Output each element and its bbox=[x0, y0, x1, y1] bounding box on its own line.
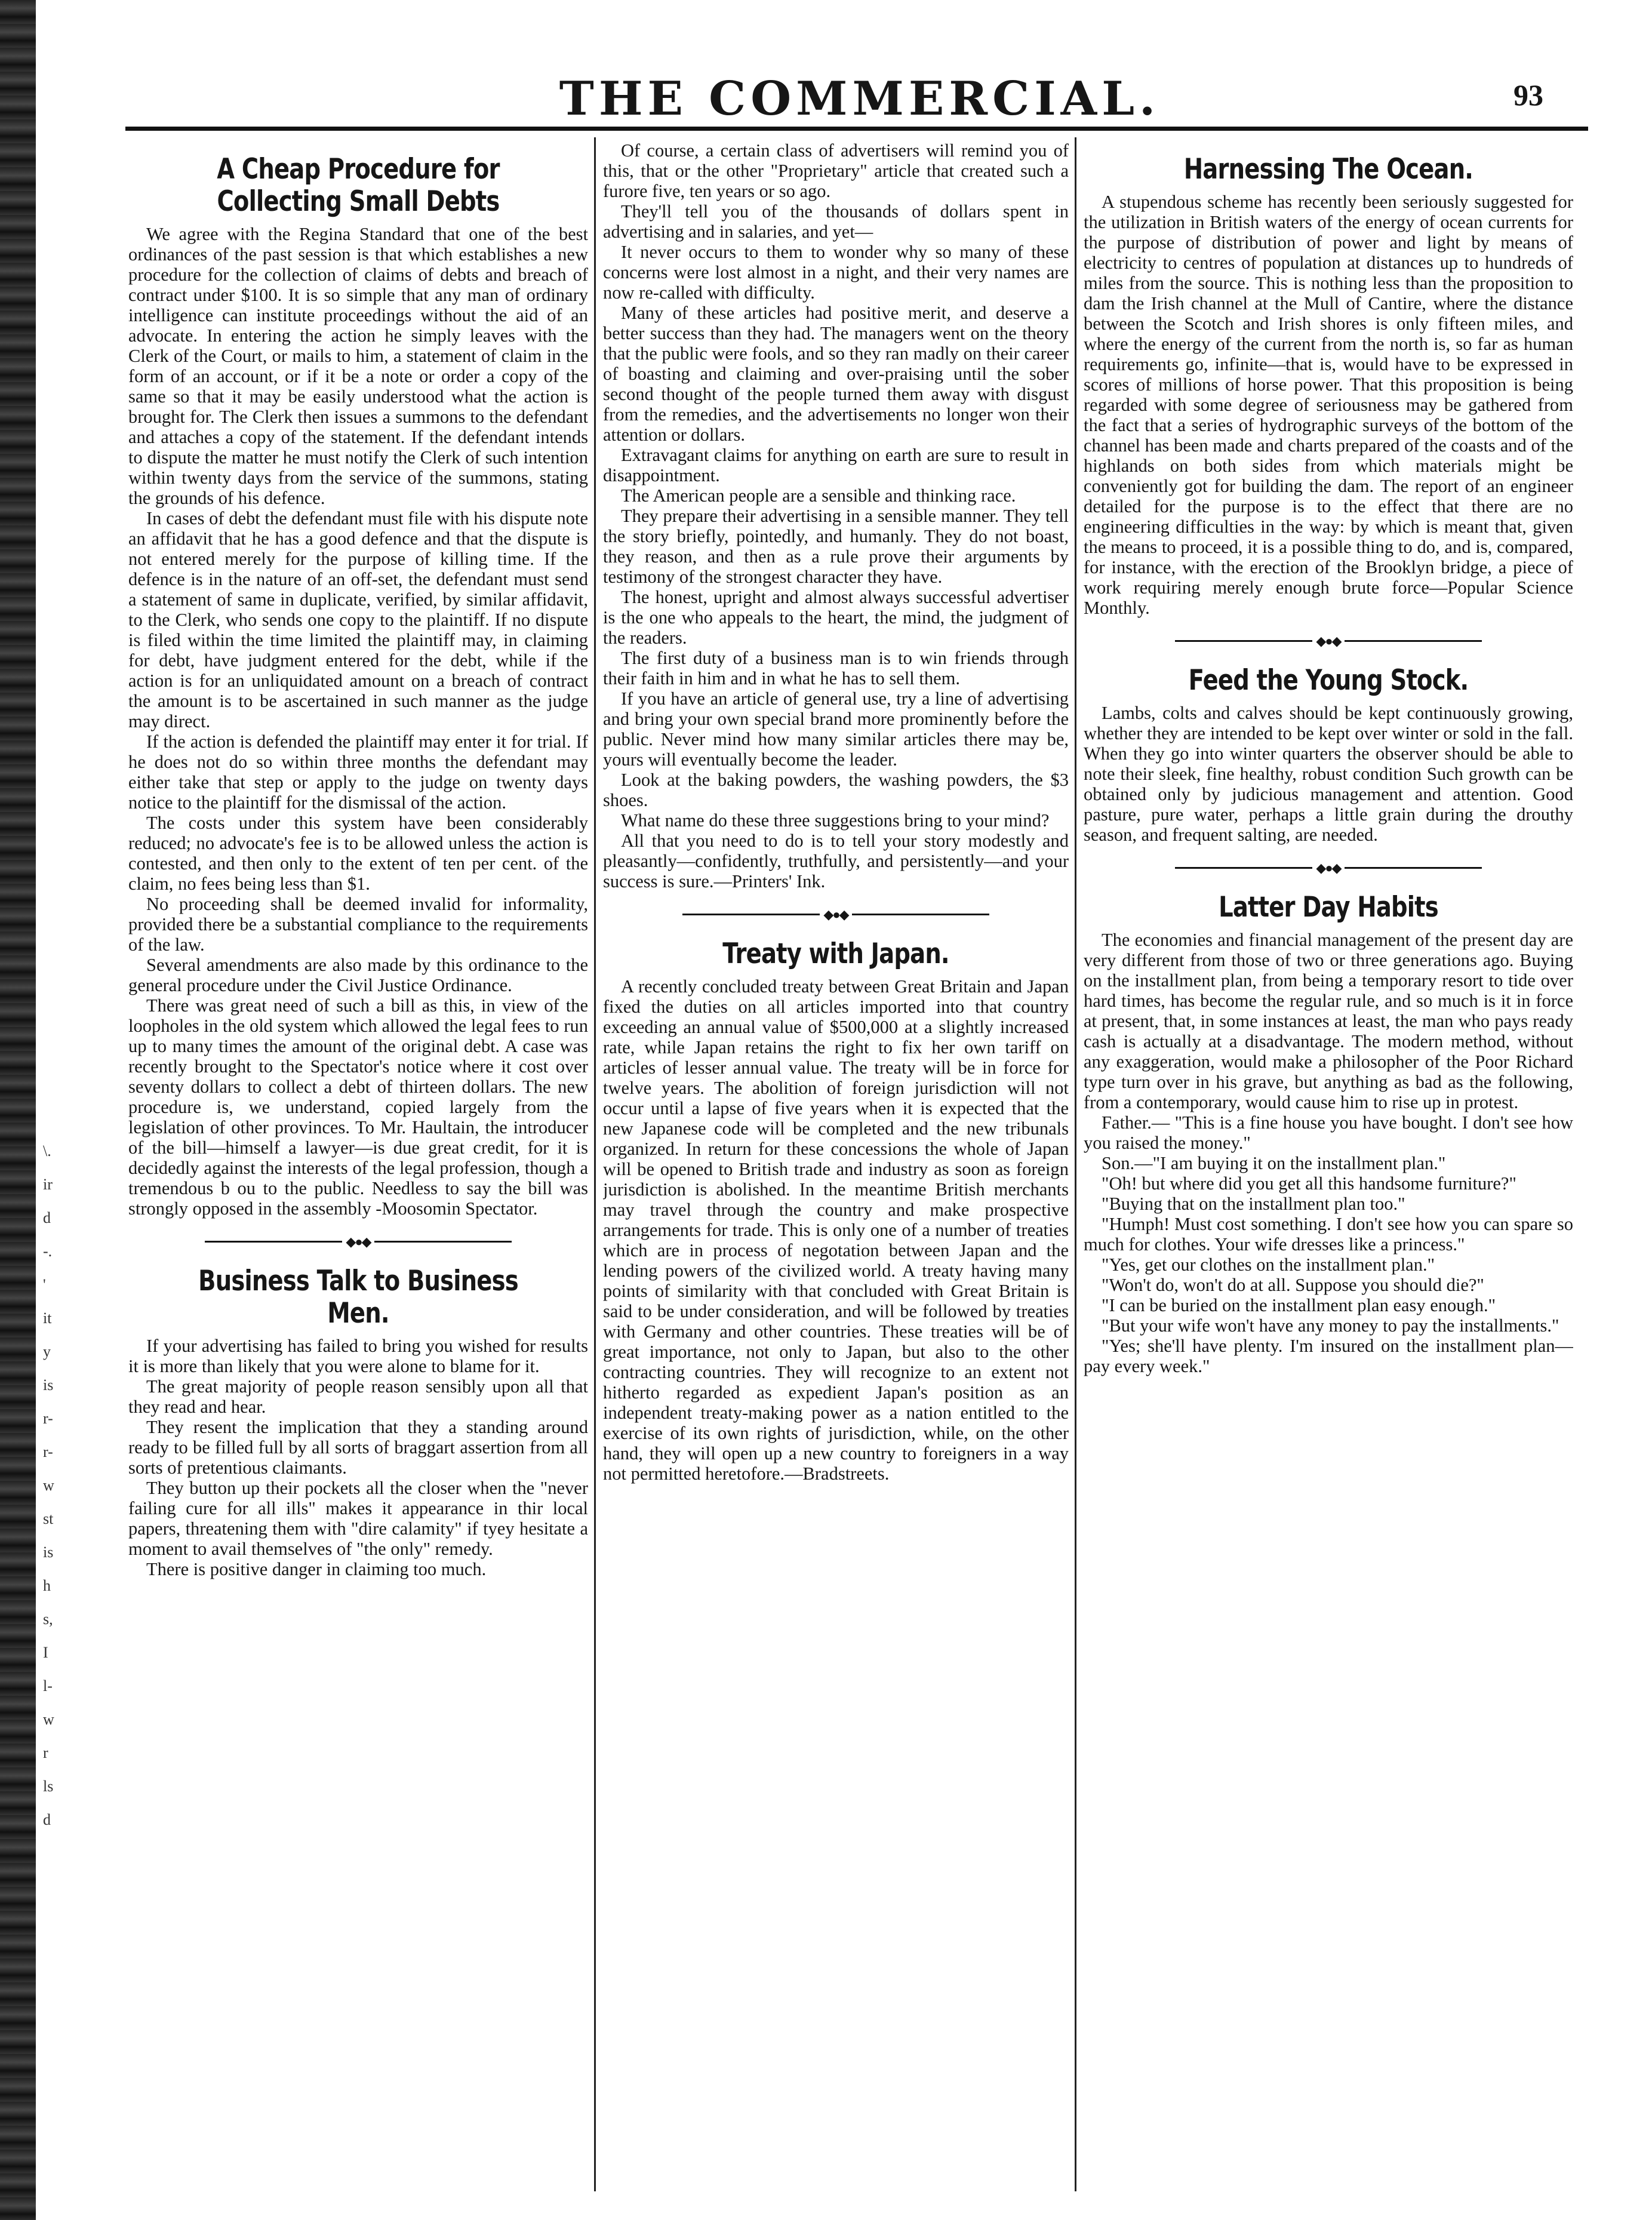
paragraph: "Won't do, won't do at all. Suppose you should die?" bbox=[1102, 1274, 1484, 1295]
column-rule bbox=[1075, 137, 1076, 2191]
column-1 bbox=[128, 140, 588, 2194]
paragraph: If your advertising has failed to bring you wished for results it is more than likely that you were alone to blame for it. bbox=[128, 1335, 588, 1376]
column-rule bbox=[594, 137, 596, 2191]
masthead: THE COMMERCIAL. bbox=[559, 72, 1161, 126]
paragraph: "Buying that on the installment plan too." bbox=[1102, 1193, 1405, 1214]
paragraph: "Humph! Must cost something. I don't see how you can spare so much for clothes. Your wife dresses like a princess." bbox=[1084, 1213, 1573, 1254]
paragraph: What name do these three suggestions bring to your mind? bbox=[621, 810, 1050, 831]
paragraph: "I can be buried on the installment plan easy enough." bbox=[1102, 1295, 1496, 1315]
paragraph: No proceeding shall be deemed invalid for informality, provided there be a substantial compliance to the requirements of the law. bbox=[128, 894, 588, 955]
paragraph: The costs under this system have been considerably reduced; no advocate's fee is to be allowed unless the action is contested, and then only to the extent of ten per cent. of the claim, no fees being less than $1. bbox=[128, 813, 588, 894]
headline: Feed the Young Stock. bbox=[1188, 663, 1469, 697]
paragraph: The first duty of a business man is to win friends through their faith in him and in what he has to sell them. bbox=[603, 648, 1069, 688]
paragraph: "Yes, get our clothes on the installment plan." bbox=[1102, 1254, 1435, 1275]
paragraph: If you have an article of general use, try a line of advertising and bring your own special brand more prominently before the public. Never mind how many similar articles there may be, yours will eventually become the leader. bbox=[603, 688, 1069, 770]
headline: Harnessing The Ocean. bbox=[1183, 153, 1473, 186]
paragraph: Son.—"I am buying it on the installment plan." bbox=[1102, 1152, 1446, 1173]
paragraph: The economies and financial management of the present day are very different from those of two or three generations ago. Buying on the installment plan, from being a temporary resort to tide over hard times, has become the regular rule, and so much is it in force at present, that, in some instances at least, the man who pays ready cash is actually at a disadvantage. The modern method, without any exaggeration, would make a philosopher of the Poor Richard type turn over in his grave, but anything as bad as the following, from a contemporary, would cause him to rise up in protest. bbox=[1084, 929, 1573, 1112]
margin-marks: \. ir d -. ' it y is r- r- w st is h s, I l- w r ls d bbox=[43, 1142, 54, 1828]
headline: A Cheap Procedure for Collecting Small Debts bbox=[217, 153, 500, 218]
paragraph: A recently concluded treaty between Great Britain and Japan fixed the duties on all articles imported into that country exceeding an annual value of $500,000 at a slightly increased rate, while Japan retains the right to fix her own tariff on articles of lesser annual value. The treaty will be in force for twelve years. The abolition of foreign jurisdiction will not occur until a lapse of five years when it is expected that the new Japanese code will be completed and the new tribunals organized. In return for these concessions the whole of Japan will be opened to British trade and industry as soon as foreign jurisdiction is abolished. In the meantime British merchants may travel through the country and make prospective arrangements for trade. This is only one of a number of treaties which are in process of negotation between Japan and the lending powers of the civilized world. A treaty having many points of similarity with that concluded with Great Britain is said to be under consideration, and will be followed by treaties with Germany and other countries. These treaties will be of great importance, not only to Japan, but also to the other contracting countries. They will recognize to an extent not hitherto regarded as expedient Japan's position as an independent treaty-making power as a nation entitled to the exercise of its own rights of jurisdiction, while, on the other hand, they will open up a new country to foreigners in a way not permitted heretofore.—Bradstreets. bbox=[603, 976, 1069, 1484]
paragraph: Look at the baking powders, the washing powders, the $3 shoes. bbox=[603, 770, 1069, 810]
paragraph: Father.— "This is a fine house you have bought. I don't see how you raised the money." bbox=[1084, 1112, 1573, 1153]
divider: ◆●◆ bbox=[1084, 630, 1573, 651]
paragraph: "But your wife won't have any money to pay the installments." bbox=[1102, 1315, 1559, 1336]
paragraph: They prepare their advertising in a sensible manner. They tell the story briefly, pointedly, and humanly. They do not boast, they reason, and then as a rule prove their arguments by testimony of the strongest character they have. bbox=[603, 506, 1069, 587]
article-business-talk-continued bbox=[603, 140, 1069, 891]
headline: Business Talk to Business Men. bbox=[198, 1264, 518, 1330]
article-young-stock bbox=[1084, 665, 1573, 845]
paragraph: There is positive danger in claiming too much. bbox=[146, 1558, 487, 1579]
paragraph: The great majority of people reason sensibly upon all that they read and hear. bbox=[128, 1376, 588, 1417]
divider: ◆●◆ bbox=[128, 1231, 588, 1252]
paragraph: Lambs, colts and calves should be kept continuously growing, whether they are intended to be kept over winter or sold in the fall. When they go into winter quarters the observer should be able to note their sleek, fine healthy, robust condition Such growth can be obtained only by judicious management and attention. Good pasture, pure water, perhaps a little grain during the drouthy season, and frequent salting, are needed. bbox=[1084, 702, 1573, 845]
divider: ◆●◆ bbox=[1084, 857, 1573, 878]
divider: ◆●◆ bbox=[603, 903, 1069, 925]
paragraph: If the action is defended the plaintiff may enter it for trial. If he does not do so within three months the defendant may either take that step or apply to the judge on twenty days notice to the plaintiff for the dismissal of the action. bbox=[128, 731, 588, 813]
headline: Latter Day Habits bbox=[1219, 890, 1438, 924]
paragraph: A stupendous scheme has recently been seriously suggested for the utilization in British waters of the energy of ocean currents for the purpose of distribution of power and light by means of electricity to centres of population at distances up to hundreds of miles from the source. This is nothing less than the proposition to dam the Irish channel at the Mull of Cantire, where the distance between the Scotch and Irish shores is only fifteen miles, and where the energy of the current from the north is, so far as human requirements go, infinite—that is, would have to be expressed in scores of millions of horse power. That this proposition is being regarded with some degree of seriousness may be gathered from the fact that a series of hydrographic surveys of the bottom of the channel has been made and charts prepared of the coasts and of the highlands on both sides from which materials might be conveniently got for building the dam. The report of an engineer detailed for the purpose is to the effect that there are no engineering difficulties in the way: by which is meant that, given the means to proceed, it is a possible thing to do, and is, compared, for instance, with the erection of the Brooklyn bridge, a piece of work requiring merely enough brute force—Popular Science Monthly. bbox=[1084, 192, 1573, 618]
paragraph: "Yes; she'll have plenty. I'm insured on the installment plan—pay every week." bbox=[1084, 1335, 1573, 1376]
headline: Treaty with Japan. bbox=[722, 937, 949, 970]
paragraph: Of course, a certain class of advertisers will remind you of this, that or the other "Proprietary" article that created such a furore five, ten years or so ago. bbox=[603, 140, 1069, 201]
paragraph: There was great need of such a bill as this, in view of the loopholes in the old system which allowed the legal fees to run up to many times the amount of the original debt. A case was recently brought to the Spectator's notice where it cost over seventy dollars to collect a debt of thirteen dollars. The new procedure is, we understand, copied largely from the legislation of other provinces. To Mr. Haultain, the introducer of the bill—himself a lawyer—is due great credit, for it is decidedly against the interests of the legal profession, though a tremendous b ou to the public. Needless to say the bill was strongly opposed in the assembly -Moosomin Spectator. bbox=[128, 995, 588, 1219]
paragraph: We agree with the Regina Standard that one of the best ordinances of the past session is that which establishes a new procedure for the collection of claims of debts and breach of contract under $100. It is so simple that any man of ordinary intelligence can institute proceedings without the aid of an advocate. In entering the action he simply leaves with the Clerk of the Court, or mails to him, a statement of claim in the form of an account, or if it be a note or order a copy of the same so that it may be easily understood what the action is brought for. The Clerk then issues a summons to the defendant and attaches a copy of the statement. If the defendant intends to dispute the matter he must notify the Clerk of such intention within twenty days from the service of the summons, stating the grounds of his defence. bbox=[128, 224, 588, 508]
paragraph: They button up their pockets all the closer when the "never failing cure for all ills" makes it appearance in thir local papers, threatening them with "dire calamity" if tyey hesitate a moment to avail themselves of "the only" remedy. bbox=[128, 1477, 588, 1559]
column-3 bbox=[1084, 140, 1573, 2194]
paragraph: Extravagant claims for anything on earth are sure to result in disappointment. bbox=[603, 445, 1069, 485]
paragraph: Several amendments are also made by this ordinance to the general procedure under the Civil Justice Ordinance. bbox=[128, 955, 588, 995]
paragraph: Many of these articles had positive merit, and deserve a better success than they had. The managers went on the theory that the public were fools, and so they ran madly on their career of boasting and claiming and over-praising until the sober second thought of the people turned them away with disgust from the remedies, and the advertisements no longer won their attention or dollars. bbox=[603, 303, 1069, 445]
article-habits bbox=[1084, 891, 1573, 1376]
scan-edge bbox=[0, 0, 36, 2220]
article-small-debts bbox=[128, 153, 588, 1219]
masthead-rule bbox=[125, 127, 1588, 131]
paragraph: They resent the implication that they a standing around ready to be filled full by all sorts of braggart assertion from all sorts of pretentious claimants. bbox=[128, 1416, 588, 1478]
paragraph: The American people are a sensible and thinking race. bbox=[621, 485, 1016, 506]
article-ocean bbox=[1084, 153, 1573, 618]
article-business-talk bbox=[128, 1265, 588, 1579]
paragraph: All that you need to do is to tell your story modestly and pleasantly—confidently, truthfully, and persistently—and your success is sure.—Printers' Ink. bbox=[603, 831, 1069, 891]
page-number: 93 bbox=[1513, 78, 1543, 112]
paragraph: They'll tell you of the thousands of dollars spent in advertising and in salaries, and yet— bbox=[603, 201, 1069, 242]
column-2 bbox=[603, 140, 1069, 2194]
paragraph: The honest, upright and almost always successful advertiser is the one who appeals to the heart, the mind, the judgment of the readers. bbox=[603, 587, 1069, 648]
paragraph: It never occurs to them to wonder why so many of these concerns were lost almost in a night, and their very names are now re-called with difficulty. bbox=[603, 242, 1069, 303]
paragraph: In cases of debt the defendant must file with his dispute note an affidavit that he has a good defence and that the dispute is not entered merely for the purpose of killing time. If the defence is in the nature of an off-set, the defendant must send a statement of same in duplicate, verified, by similar affidavit, to the Clerk, who sends one copy to the plaintiff. If no dispute is filed within the time limited the plaintiff may, in claiming for debt, have judgment entered for the debt, while if the action is for an unliquidated amount on a breach of contract the amount is to be ascertained in such manner as the judge may direct. bbox=[128, 508, 588, 731]
article-treaty bbox=[603, 938, 1069, 1484]
paragraph: "Oh! but where did you get all this handsome furniture?" bbox=[1102, 1173, 1516, 1194]
